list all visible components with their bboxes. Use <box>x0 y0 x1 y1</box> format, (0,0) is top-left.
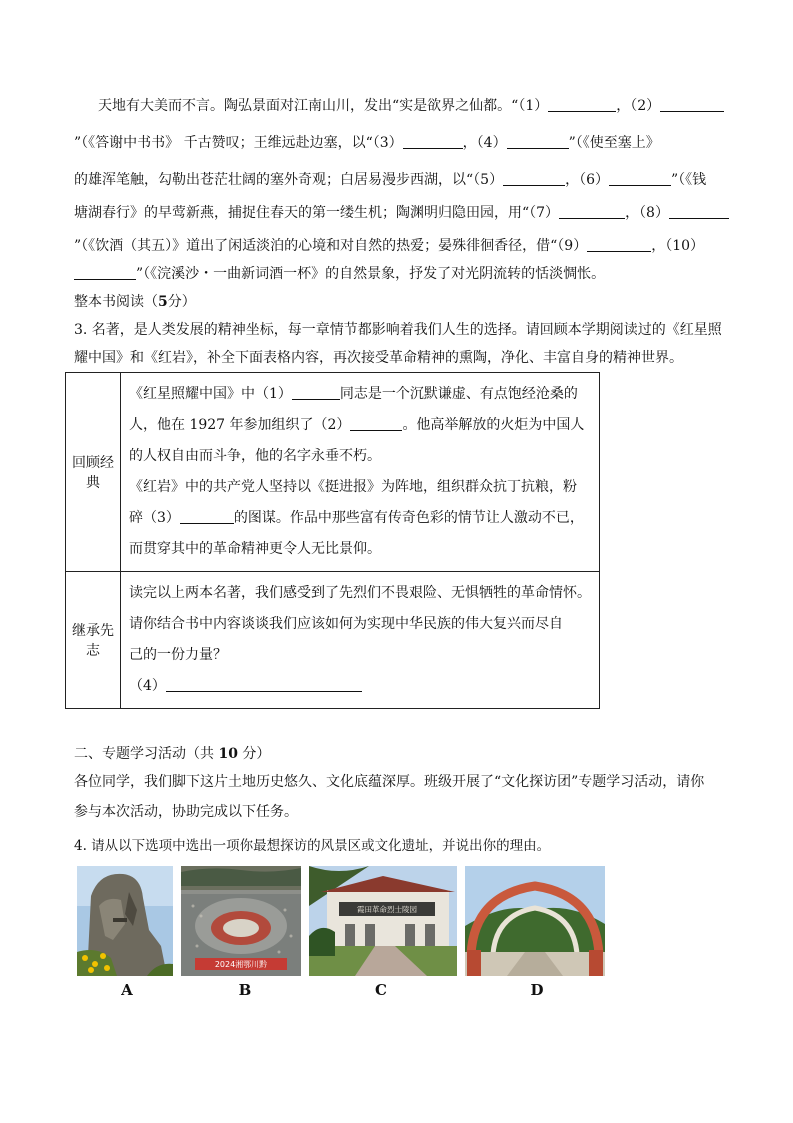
question-3-line-1: 3. 名著，是人类发展的精神坐标，每一章情节都影响着我们人生的选择。请回顾本学期阅读过的《红星照 <box>74 322 722 338</box>
answer-blank-5[interactable] <box>503 171 565 186</box>
banner-text: 2024湘鄂川黔 <box>214 960 268 969</box>
arch-gate-image <box>465 866 605 976</box>
option-label-c: C <box>375 981 387 999</box>
row-label-review-classics: 回顾经典 <box>66 373 121 572</box>
answer-blank-t3[interactable] <box>180 509 234 524</box>
answer-blank-t2[interactable] <box>350 416 402 431</box>
table-row <box>66 373 600 572</box>
poem-line-6: ”（《浣溪沙・一曲新词酒一杯》的自然景象，抒发了对光阴流转的恬淡惆怅。 <box>74 264 605 284</box>
photo-option-d[interactable] <box>465 866 605 976</box>
answer-blank-4[interactable] <box>507 134 569 149</box>
table-row <box>66 572 600 709</box>
answer-blank-t4[interactable] <box>166 677 362 692</box>
poem-line-1: 天地有大美而不言。陶弘景面对江南山川，发出“实是欲界之仙都。“（1） ，（2） <box>98 96 724 116</box>
photo-option-b[interactable] <box>181 866 301 976</box>
answer-blank-7[interactable] <box>559 204 625 219</box>
review-table <box>65 372 600 709</box>
answer-blank-3[interactable] <box>403 134 463 149</box>
row-label-inherit-legacy: 继承先志 <box>66 572 121 709</box>
activity-intro-line-1: 各位同学，我们脚下这片土地历史悠久、文化底蕴深厚。班级开展了“文化探访团”专题学习活动，请你 <box>74 774 705 790</box>
activity-intro-line-2: 参与本次活动，协助完成以下任务。 <box>74 804 298 820</box>
poem-line-4: 塘湖春行》的早莺新燕，捕捉住春天的第一缕生机；陶渊明归隐田园，用“（7） ，（8） <box>74 203 729 223</box>
whole-book-heading: 整本书阅读（5分） <box>74 294 196 310</box>
poem-line-3: 的雄浑笔触，勾勒出苍茫壮阔的塞外奇观；白居易漫步西湖，以“（5） ，（6） ”（《钱 <box>74 172 707 188</box>
option-label-d: D <box>530 981 544 999</box>
answer-blank-10[interactable] <box>74 265 136 280</box>
rock-scenery-image <box>77 866 173 976</box>
memorial-sign-text: 霞田革命烈士陵园 <box>357 905 417 914</box>
answer-blank-8[interactable] <box>669 204 729 219</box>
activity-heading: 二、专题学习活动（共 10 分） <box>74 746 271 762</box>
photo-option-c[interactable] <box>309 866 457 976</box>
option-label-b: B <box>238 981 252 999</box>
answer-blank-t1[interactable] <box>292 385 340 400</box>
question-3-line-2: 耀中国》和《红岩》，补全下面表格内容，再次接受革命精神的熏陶，净化、丰富自身的精神世界。 <box>74 350 683 366</box>
poem-line-5: ”（《饮酒（其五）》道出了闲适淡泊的心境和对自然的热爱；晏殊徘徊香径，借“（9） ，（10） <box>74 238 705 254</box>
aerial-event-image <box>181 866 301 976</box>
answer-blank-1[interactable] <box>548 97 616 112</box>
option-photos <box>77 866 607 981</box>
row-content-inherit-legacy: 读完以上两本名著，我们感受到了先烈们不畏艰险、无惧牺牲的革命情怀。 请你结合书中内容谈谈我们应该如何为实现中华民族的伟大复兴而尽自 己的一份力量？ （4） <box>121 572 600 709</box>
poem-line-2: ”（《答谢中书书》 千古赞叹；王维远赴边塞，以“（3） ，（4） ”（《使至塞上》 <box>74 135 660 151</box>
photo-option-a[interactable] <box>77 866 173 976</box>
row-content-review-classics: 《红星照耀中国》中（1） 同志是一个沉默谦虚、有点饱经沧桑的 人，他在 1927 年参加组织了（2） 。他高举解放的火炬为中国人 的人权自由而斗争，他的名字永垂不朽。 《红岩》中的共产党人坚持以《挺进报》为阵地，组织群众抗丁抗粮，粉 碎（3） 的图谋。作品中那些富有传奇色彩的情节让人激动不已， 而贯穿其中的革命精神更令人无比景仰。 <box>121 373 600 572</box>
option-label-a: A <box>121 981 133 999</box>
memorial-site-image <box>309 866 457 976</box>
answer-blank-2[interactable] <box>660 97 724 112</box>
answer-blank-6[interactable] <box>609 171 671 186</box>
question-4: 4. 请从以下选项中选出一项你最想探访的风景区或文化遗址，并说出你的理由。 <box>74 838 551 854</box>
answer-blank-9[interactable] <box>587 237 651 252</box>
